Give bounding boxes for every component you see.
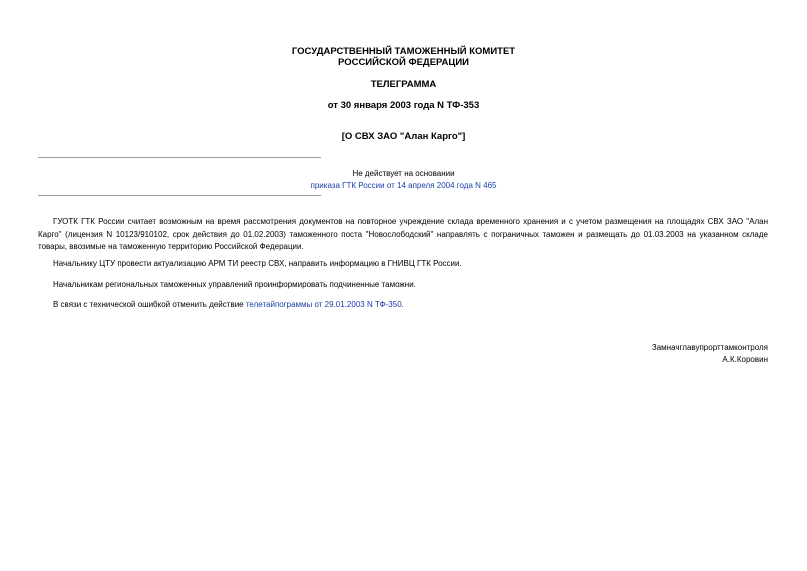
org-name-line1: ГОСУДАРСТВЕННЫЙ ТАМОЖЕННЫЙ КОМИТЕТ: [291, 46, 516, 57]
signature-position: Замначглавупрорттамконтроля: [651, 343, 768, 352]
paragraph-3: Начальникам региональных таможенных управлений проинформировать подчиненные таможни.: [53, 280, 416, 289]
org-name-line2: РОССИЙСКОЙ ФЕДЕРАЦИИ: [337, 57, 469, 68]
paragraph-4: [38, 299, 768, 312]
status-note-link-wrap: [0, 180, 807, 192]
divider-top: [38, 157, 321, 158]
paragraph-1: ГУОТК ГТК России считает возможным на время рассмотрения документов на повторное учреждение склада временного хранения и с учетом размещения на площадях СВХ ЗАО "Алан Карго" (лицензия N 10123/910102, срок действия до 01.02.2003) таможенного поста "Новослободский" направлять с пограничных таможен и размещать до 01.03.2003 на указанном складе товары, ввозимые на таможенную территорию Российской Федерации.: [38, 217, 768, 251]
document-type: ТЕЛЕГРАММА: [370, 79, 437, 90]
paragraph-4-end: .: [401, 300, 404, 309]
paragraph-2: Начальнику ЦТУ провести актуализацию АРМ ТИ реестр СВХ, направить информацию в ГНИВЦ ГТК России.: [53, 259, 462, 268]
divider-bottom: [38, 195, 321, 196]
signature-name: А.К.Коровин: [722, 355, 768, 364]
status-note-line: Не действует на основании: [352, 169, 455, 178]
paragraph-4-text: В связи с технической ошибкой отменить действие: [53, 300, 246, 309]
document-date: от 30 января 2003 года N ТФ-353: [327, 100, 480, 111]
teletype-link[interactable]: телетайпограммы от 29.01.2003 N ТФ-350: [245, 300, 402, 309]
status-note-link[interactable]: приказа ГТК России от 14 апреля 2004 года N 465: [310, 181, 497, 190]
document-subject: [О СВХ ЗАО "Алан Карго"]: [341, 131, 466, 142]
